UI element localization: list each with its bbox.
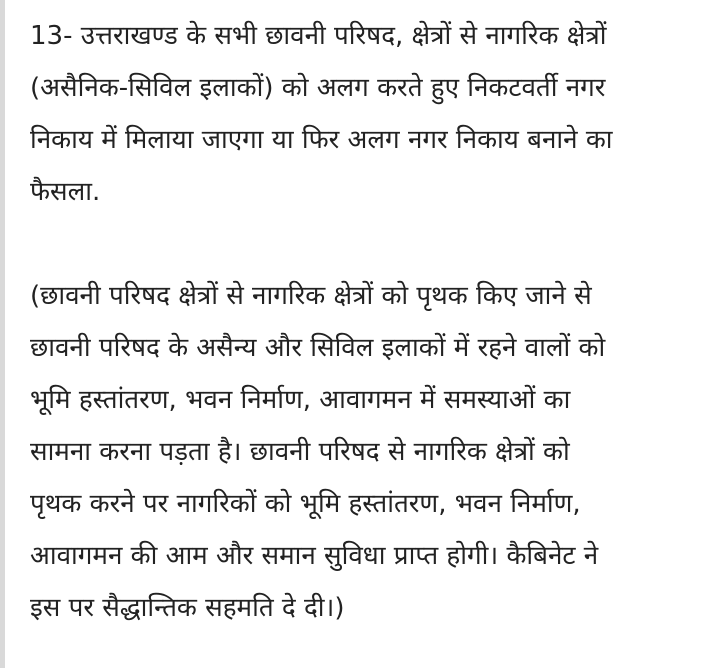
- paragraph-line: फैसला.: [30, 177, 101, 207]
- paragraph-line: पृथक करने पर नागरिकों को भूमि हस्तांतरण, भवन निर्माण,: [30, 489, 581, 519]
- paragraph-line: सामना करना पड़ता है। छावनी परिषद से नागरिक क्षेत्रों को: [30, 437, 570, 467]
- paragraph-line: छावनी परिषद के असैन्य और सिविल इलाकों में रहने वालों को: [30, 333, 606, 363]
- paragraph-line: (छावनी परिषद क्षेत्रों से नागरिक क्षेत्रों को पृथक किए जाने से: [30, 281, 592, 311]
- paragraph-line: इस पर सैद्धान्तिक सहमति दे दी।): [30, 593, 345, 623]
- paragraph-line: भूमि हस्तांतरण, भवन निर्माण, आवागमन में समस्याओं का: [30, 385, 571, 415]
- left-border: [0, 0, 5, 668]
- paragraph-line: निकाय में मिलाया जाएगा या फिर अलग नगर निकाय बनाने का: [30, 125, 613, 155]
- paragraph-line: (असैनिक-सिविल इलाकों) को अलग करते हुए निकटवर्ती नगर: [30, 73, 606, 103]
- paragraph-decision-13: [30, 10, 695, 218]
- paragraph-explanation: [30, 270, 695, 634]
- paragraph-line: आवागमन की आम और समान सुविधा प्राप्त होगी। कैबिनेट ने: [30, 541, 599, 571]
- paragraph-line: 13- उत्तराखण्ड के सभी छावनी परिषद, क्षेत्रों से नागरिक क्षेत्रों: [30, 21, 607, 51]
- article-body: [30, 10, 695, 634]
